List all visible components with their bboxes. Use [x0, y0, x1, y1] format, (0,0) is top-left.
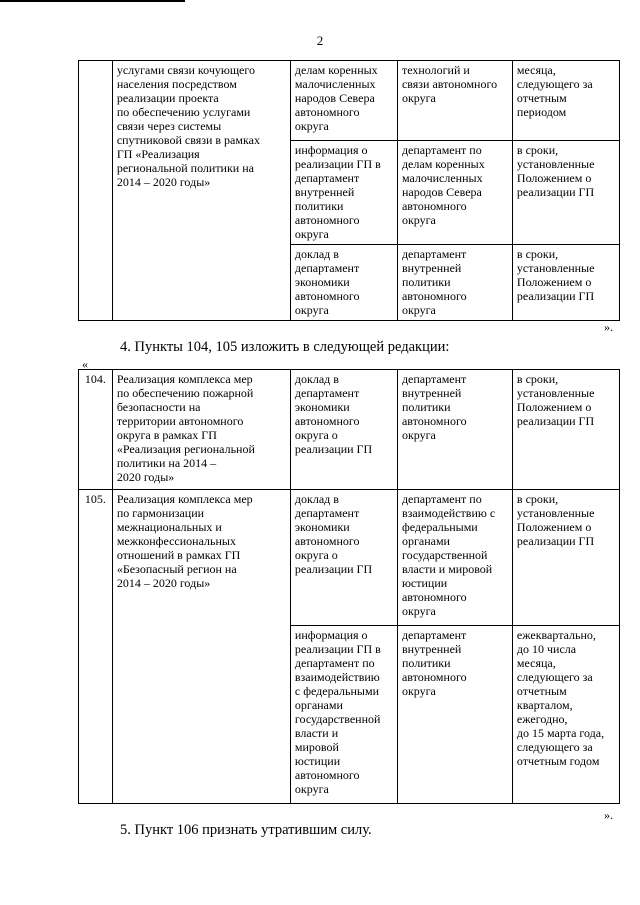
table-row	[79, 490, 620, 626]
opening-quote: «	[82, 357, 88, 371]
page-number: 2	[316, 33, 324, 48]
table-row	[79, 61, 620, 141]
responsible-cell: департамент внутренней политики автономного округа	[397, 626, 512, 804]
result-cell: информация о реализации ГП в департамент по взаимодействию с федеральными органами государственной власти и мировой юстиции автономного округа	[290, 626, 397, 804]
responsible-cell: департамент внутренней политики автономного округа	[397, 245, 512, 321]
row-number	[79, 61, 113, 321]
responsible-cell: департамент по взаимодействию с федеральными органами государственной власти и мировой юстиции автономного округа	[397, 490, 512, 626]
closing-quote: ».	[604, 320, 613, 334]
closing-quote: ».	[604, 808, 613, 822]
deadline-cell: месяца, следующего за отчетным периодом	[512, 61, 619, 141]
table-new-edition	[78, 369, 620, 804]
result-cell: доклад в департамент экономики автономного округа о реализации ГП	[290, 490, 397, 626]
result-cell: информация о реализации ГП в департамент внутренней политики автономного округа	[290, 141, 397, 245]
result-cell: доклад в департамент экономики автономного округа о реализации ГП	[290, 370, 397, 490]
result-cell: делам коренных малочисленных народов Севера автономного округа	[290, 61, 397, 141]
responsible-cell: департамент внутренней политики автономного округа	[397, 370, 512, 490]
row-number: 104.	[79, 370, 113, 490]
paragraph-4: 4. Пункты 104, 105 изложить в следующей редакции:	[120, 339, 450, 355]
table-continuation	[78, 60, 620, 321]
activity-cell: Реализация комплекса мер по гармонизации межнациональных и межконфессиональных отношений в рамках ГП «Безопасный регион на 2014 – 2020 годы»	[112, 490, 290, 804]
result-cell: доклад в департамент экономики автономного округа	[290, 245, 397, 321]
row-number: 105.	[79, 490, 113, 804]
deadline-cell: ежеквартально, до 10 числа месяца, следующего за отчетным кварталом, ежегодно, до 15 марта года, следующего за отчетным годом	[512, 626, 619, 804]
deadline-cell: в сроки, установленные Положением о реализации ГП	[512, 490, 619, 626]
activity-cell: услугами связи кочующего населения посредством реализации проекта по обеспечению услугами связи через системы спутниковой связи в рамках ГП «Реализация региональной политики на 2014 – 2020 годы»	[112, 61, 290, 321]
deadline-cell: в сроки, установленные Положением о реализации ГП	[512, 141, 619, 245]
responsible-cell: департамент по делам коренных малочисленных народов Севера автономного округа	[397, 141, 512, 245]
paragraph-5: 5. Пункт 106 признать утратившим силу.	[120, 822, 372, 838]
activity-cell: Реализация комплекса мер по обеспечению пожарной безопасности на территории автономного округа в рамках ГП «Реализация региональной политики на 2014 – 2020 годы»	[112, 370, 290, 490]
header-rule	[0, 0, 185, 2]
table-row	[79, 370, 620, 490]
deadline-cell: в сроки, установленные Положением о реализации ГП	[512, 245, 619, 321]
deadline-cell: в сроки, установленные Положением о реализации ГП	[512, 370, 619, 490]
responsible-cell: технологий и связи автономного округа	[397, 61, 512, 141]
